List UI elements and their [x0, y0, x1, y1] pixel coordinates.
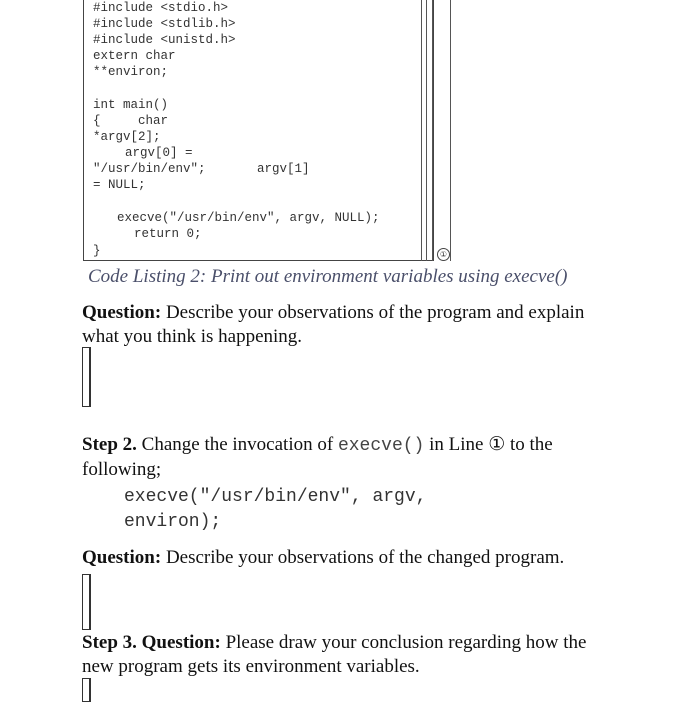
code-line: #include <unistd.h>	[93, 33, 236, 47]
answer-field-2[interactable]	[82, 574, 91, 630]
question-label: Question:	[82, 547, 162, 568]
question-2	[82, 546, 622, 570]
question-label: Question:	[82, 302, 162, 323]
code-line: "/usr/bin/env";	[93, 162, 206, 176]
margin-rule	[426, 0, 427, 261]
code-line: #include <stdio.h>	[93, 1, 229, 15]
answer-field-1[interactable]	[82, 347, 91, 407]
step-label: Step 3. Question:	[82, 632, 221, 653]
code-line: int main()	[93, 98, 169, 112]
step-2	[82, 433, 622, 482]
code-line: *argv[2];	[93, 130, 161, 144]
code-line: return 0;	[134, 227, 202, 241]
code-line: argv[0] =	[125, 146, 193, 160]
code-line: { char	[93, 114, 169, 128]
code-line: argv[1]	[257, 162, 310, 176]
code-line: execve("/usr/bin/env", argv, NULL);	[117, 211, 380, 225]
step-text-after: in Line ① to the following;	[82, 434, 553, 480]
listing-caption: Code Listing 2: Print out environment variables using execve()	[88, 266, 568, 287]
step-label: Step 2.	[82, 434, 137, 455]
code-line: **environ;	[93, 65, 169, 79]
step-text: Please draw your conclusion regarding how the new program gets its environment variables.	[82, 632, 587, 677]
question-text: Describe your observations of the program and explain what you think is happening.	[82, 302, 585, 347]
code-listing-box	[83, 0, 434, 261]
line-marker-icon: ①	[437, 248, 450, 261]
code-line: }	[93, 244, 101, 258]
code-snippet-line: execve("/usr/bin/env", argv,	[124, 487, 427, 507]
answer-field-3[interactable]	[82, 678, 91, 702]
step-3	[82, 631, 622, 679]
code-line: extern char	[93, 49, 176, 63]
margin-rule	[432, 0, 433, 261]
step-inline-code: execve()	[337, 436, 425, 456]
margin-rule	[450, 0, 451, 261]
step-text-before: Change the invocation of	[141, 434, 334, 455]
code-line: #include <stdlib.h>	[93, 17, 236, 31]
code-snippet-line: environ);	[124, 512, 222, 532]
question-1	[82, 301, 622, 349]
question-text: Describe your observations of the changed program.	[165, 547, 565, 568]
margin-rule	[421, 0, 422, 261]
code-line: = NULL;	[93, 178, 146, 192]
